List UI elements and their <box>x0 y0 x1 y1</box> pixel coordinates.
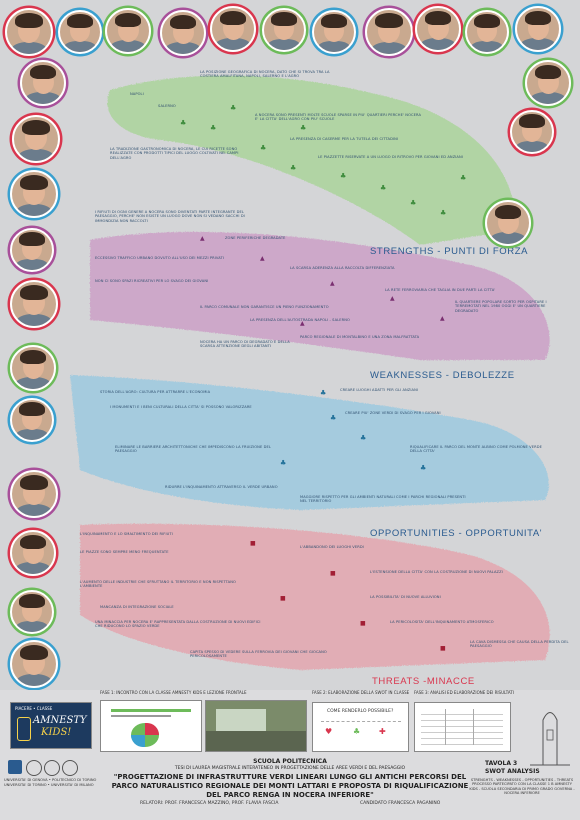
student-avatar <box>160 10 206 56</box>
tree-marker: ♣ <box>340 172 347 180</box>
logo-line-2: KIDS! <box>41 727 72 738</box>
student-avatar <box>105 8 151 54</box>
student-avatar <box>58 10 102 54</box>
threat-marker: ■ <box>440 645 446 652</box>
tree-marker: ♣ <box>380 184 387 192</box>
threat-marker: ■ <box>280 595 286 602</box>
weakness-marker: ▲ <box>330 280 335 287</box>
weakness-note-3: ECCESSIVO TRAFFICO URBANO DOVUTO ALL'USO DEI MEZZI PRIVATI <box>95 256 224 260</box>
student-avatar <box>10 470 58 518</box>
universities-line-1: UNIVERSITA' DI GENOVA • POLITECNICO DI TORINO <box>4 778 97 782</box>
weakness-note-7: IL PARCO COMUNALE NON GARANTISCE UN PIENO FUNZIONAMENTO <box>200 305 329 309</box>
student-avatar <box>10 398 54 442</box>
threat-note-9: UNA MINACCIA PER NOCERA E' RAPPRESENTATA DALLA COSTRUZIONE DI NUOVI EDIFICI CHE RIDUCONO LO SPAZIO VERDE <box>95 620 261 629</box>
opportunity-marker: ♣ <box>280 459 287 467</box>
threat-marker: ■ <box>330 570 336 577</box>
weakness-note-9: LA PRESENZA DELL'AUTOSTRADA NAPOLI - SALERNO <box>250 318 350 322</box>
heart-icon: ♥ <box>325 727 333 736</box>
student-avatar <box>10 530 56 576</box>
student-avatar <box>525 60 571 106</box>
analysis-label: SWOT ANALYSIS <box>485 768 540 775</box>
board-question: COME RENDERLO POSSIBILE? <box>327 709 394 714</box>
map-label-napoli: NAPOLI <box>130 92 144 96</box>
student-avatar <box>10 590 54 634</box>
student-avatar <box>510 110 554 154</box>
student-avatar <box>465 10 509 54</box>
strength-note-5: LE PIAZZETTE RISERVATE A UN LUOGO DI RITROVO PER GIOVANI ED ANZIANI <box>318 155 463 159</box>
weakness-marker: ▲ <box>300 320 305 327</box>
opportunity-note-2: CREARE LUOGHI ADATTI PER GLI ANZIANI <box>340 388 419 392</box>
strength-note-3: LA PRESENZA DI CASERME PER LA TUTELA DEI CITTADINI <box>290 137 399 141</box>
weakness-marker: ▲ <box>260 255 265 262</box>
tree-marker: ♣ <box>410 199 417 207</box>
threat-note-4: L'ESTENSIONE DELLA CITTA' CON LA COSTRUZIONE DI NUOVI PALAZZI <box>370 570 503 574</box>
phase-2-label: FASE 2: ELABORAZIONE DELLA SWOT IN CLASSE <box>312 690 410 695</box>
tree-marker: ♣ <box>300 124 307 132</box>
tree-marker: ♣ <box>210 124 217 132</box>
tree-marker: ♣ <box>460 174 467 182</box>
threat-note-1: L'INQUINAMENTO E LO SMALTIMENTO DEI RIFIUTI <box>80 532 173 536</box>
student-avatar <box>5 8 53 56</box>
student-avatar <box>210 6 256 52</box>
bottom-panel <box>0 690 580 820</box>
weakness-note-1: I RIFIUTI DI OGNI GENERE A NOCERA SONO DIVENTATI PARTE INTEGRANTE DEL PAESAGGIO, PERCHE' NON ESISTE UN LUOGO DOVE NON SI VEDANO SACCHI DI IMMONDIZIA NON RACCOLTI <box>95 210 245 223</box>
opportunity-marker: ♣ <box>360 434 367 442</box>
threat-note-7: MANCANZA DI INTEGRAZIONE SOCIALE <box>100 605 174 609</box>
threat-marker: ■ <box>250 540 256 547</box>
strengths-title: STRENGTHS - PUNTI DI FORZA <box>370 246 529 257</box>
cross-icon: ✚ <box>379 727 386 736</box>
phase-2-board <box>312 702 409 752</box>
student-avatar <box>12 115 60 163</box>
weaknesses-title: WEAKNESSES - DEBOLEZZE <box>370 370 515 381</box>
strength-note-4: LA TRADIZIONE GASTRONOMICA DI NOCERA, LE CUI RICETTE SONO REALIZZATE CON PRODOTTI TIPICI DEL LUOGO COLTIVATI NEI CAMPI DELL'AGRO <box>110 147 239 160</box>
phase-1-slide <box>100 700 202 752</box>
strength-note-2: A NOCERA SONO PRESENTI MOLTE SCUOLE SPARSE IN PIU' QUARTIERI PERCHE' NOCERA E' LA CITTA' DELL'AGRO CON PIU' SCUOLE <box>255 113 421 122</box>
weakness-marker: ▲ <box>390 295 395 302</box>
student-avatar <box>10 280 58 328</box>
weakness-note-2: ZONE PERIFERICHE DEGRADATE <box>225 236 286 240</box>
amnesty-kids-logo <box>10 702 92 749</box>
weakness-note-11: NOCERA HA UN PARCO DI DEGRADATO E DELLA SCARSA ATTENZIONE DEGLI ABITANTI <box>200 340 290 349</box>
map-label-salerno: SALERNO <box>158 104 176 108</box>
thesis-line: TESI DI LAUREA MAGISTRALE INTERATENEO IN PROGETTAZIONE DELLE AREE VERDI E DEL PAESAGGIO <box>174 766 406 771</box>
student-avatar <box>10 170 58 218</box>
tree-marker: ♣ <box>230 104 237 112</box>
tree-marker: ♣ <box>290 164 297 172</box>
student-avatar <box>485 200 531 246</box>
title-line-2: PARCO NATURALISTICO REGIONALE DEI MONTI LATTARI E PROPOSTA DI RIQUALIFICAZIONE <box>111 782 469 790</box>
opportunity-marker: ♣ <box>320 389 327 397</box>
opportunities-title: OPPORTUNITIES - OPPORTUNITA' <box>370 528 543 539</box>
threat-note-3: LE PIAZZE SONO SEMPRE MENO FREQUENTATE <box>80 550 169 554</box>
opportunity-note-3: I MONUMENTI E I BENI CULTURALI DELLA CITTA' SI POSSONO VALORIZZARE <box>110 405 252 409</box>
threat-note-10: LA CAVA DISMESSA CHE CAUSA DELLA PERDITA DEL PAESAGGIO <box>470 640 569 649</box>
tavola-caption: STRENGHTS - WEAKNESSES - OPPORTUNITIES - THREATS PROCESSO PARTECIPATO CON LA CLASSE 1 B AMNESTY KIDS - SCUOLA SECONDARIA DI PRIMO GRADO GOVERNA - NOCERA INFERIORE <box>469 778 575 796</box>
logo-line-1: AMNESTY <box>33 715 87 726</box>
opportunity-marker: ♣ <box>420 464 427 472</box>
weakness-note-6: IL QUARTIERE POPOLARE SORTO PER OSPITARE I TERREMOTATI NEL 1980 OGGI E' UN QUARTIERE DEGRADATO <box>455 300 547 313</box>
student-avatar <box>10 228 54 272</box>
tree-marker: ♣ <box>180 119 187 127</box>
threat-marker: ■ <box>360 620 366 627</box>
weakness-note-8: LA RETE FERROVIARIA CHE TAGLIA IN DUE PARTI LA CITTA' <box>385 288 496 292</box>
opportunity-note-5: ELIMINARE LE BARRIERE ARCHITETTONICHE CHE IMPEDISCONO LA FRUIZIONE DEL PAESAGGIO <box>115 445 271 454</box>
threats-title: THREATS -MINACCE <box>372 676 475 687</box>
strength-note-1: LA POSIZIONE GEOGRAFICA DI NOCERA, DATO CHE SI TROVA TRA LA COSTIERA AMALFITANA, NAPOLI, SALERNO E L'AGRO <box>200 70 330 79</box>
tree-marker: ♣ <box>440 209 447 217</box>
tavola-label: TAVOLA 3 <box>485 760 518 767</box>
student-avatar <box>415 6 461 52</box>
opportunity-note-7: RIDURRE L'INQUINAMENTO ATTRAVERSO IL VERDE URBANO <box>165 485 278 489</box>
tree-marker: ♣ <box>260 144 267 152</box>
threat-note-11: CAPITA SPESSO DI VEDERE SULLA FERROVIA DEI GIOVANI CHE GIOCANO PERICOLOSAMENTE <box>190 650 327 659</box>
threat-note-8: LA PERICOLOSITA' DELL'INQUINAMENTO ATMOSFERICO <box>390 620 494 624</box>
opportunity-note-8: MAGGIORE RISPETTO PER GLI AMBIENTI NATURALI COME I PARCHI REGIONALI PRESENTI NEL TERRITORIO <box>300 495 466 504</box>
student-avatar <box>10 345 56 391</box>
student-avatar <box>515 6 561 52</box>
student-avatar <box>365 8 413 56</box>
phase-3-label: FASE 3: ANALISI ED ELABORAZIONE DEI RISULTATI <box>414 690 514 695</box>
student-avatar <box>312 10 356 54</box>
threat-note-2: L'ABBANDONO DEI LUOGHI VERDI <box>300 545 364 549</box>
title-line-1: "PROGETTAZIONE DI INFRASTRUTTURE VERDI LINEARI LUNGO GLI ANTICHI PERCORSI DEL <box>113 773 467 781</box>
student-avatar <box>10 640 58 688</box>
weakness-note-5: NON CI SONO SPAZI RICREATIVI PER LO SVAGO DEI GIOVANI <box>95 279 209 283</box>
phase-1-label: FASE 1: INCONTRO CON LA CLASSE AMNESTY KIDS E LEZIONE FRONTALE <box>100 690 247 695</box>
title-line-3: DEL PARCO RENGA IN NOCERA INFERIORE" <box>206 791 374 799</box>
student-avatar <box>20 60 66 106</box>
weakness-note-4: LA SCARSA ADERENZA ALLA RACCOLTA DIFFERENZIATA <box>290 266 395 270</box>
weakness-note-10: PARCO REGIONALE DI MONTALBINO E UNA ZONA MALFRATTATA <box>300 335 420 339</box>
weakness-marker: ▲ <box>440 315 445 322</box>
opportunity-marker: ♣ <box>330 414 337 422</box>
phase-3-table <box>414 702 511 752</box>
phase-1-photo <box>205 700 307 752</box>
weakness-marker: ▲ <box>200 235 205 242</box>
relatori: RELATORI: PROF. FRANCESCA MAZZINO, PROF. FLAVIA FASCIA <box>140 801 279 806</box>
opportunity-note-6: RIQUALIFICARE IL PARCO DEL MONTE ALBINO COME POLMONE VERDE DELLA CITTA' <box>410 445 542 454</box>
candidato: CANDIDATO FRANCESCA PAGANINO <box>360 801 441 806</box>
threat-note-6: LA POSSIBILITA' DI NUOVE ALLUVIONI <box>370 595 441 599</box>
threat-note-5: L'AUMENTO DELLE INDUSTRIE CHE SFRUTTANO IL TERRITORIO E NON RISPETTANO L'AMBIENTE <box>80 580 236 589</box>
opportunity-note-1: STORIA DELL'AGRO: CULTURA PER ATTRARRE L'ECONOMIA <box>100 390 211 394</box>
universities-line-2: UNIVERSITA' DI TORINO • UNIVERSITA' DI MILANO <box>4 783 94 787</box>
tree-icon: ♣ <box>353 727 361 736</box>
student-avatar <box>262 8 306 52</box>
candle-icon <box>17 717 31 741</box>
opportunities-band <box>70 375 549 510</box>
school-name: SCUOLA POLITECNICA <box>253 758 327 765</box>
opportunity-note-4: CREARE PIU' ZONE VERDI DI SVAGO PER I GIOVANI <box>345 411 441 415</box>
logo-top-text: PIACERE • CLASSE <box>15 706 53 711</box>
